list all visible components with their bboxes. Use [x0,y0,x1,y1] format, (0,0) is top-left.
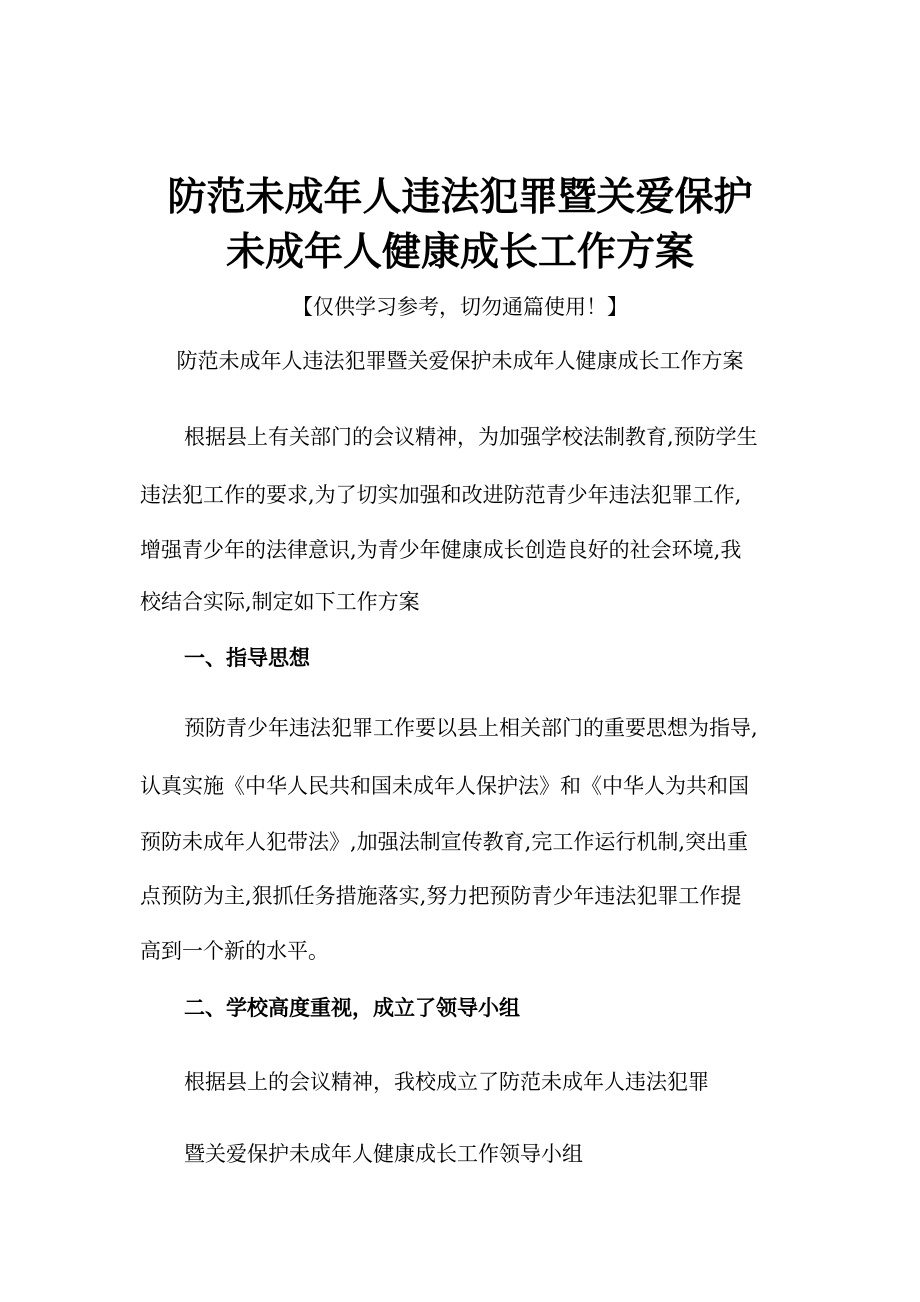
intro-line-3: 增强青少年的法律意识,为青少年健康成长创造良好的社会环境,我 [140,538,742,562]
section-2-line-2: 暨关爱保护未成年人健康成长工作领导小组 [184,1142,583,1166]
usage-notice: 【仅供学习参考，切勿通篇使用！】 [292,295,628,319]
section-2-line-1: 根据县上的会议精神，我校成立了防范未成年人违法犯罪 [184,1070,709,1094]
intro-line-2: 违法犯工作的要求,为了切实加强和改进防范青少年违法犯罪工作, [140,483,742,507]
intro-line-4: 校结合实际,制定如下工作方案 [140,590,420,614]
section-1-line-1: 预防青少年违法犯罪工作要以县上相关部门的重要思想为指导, [184,716,758,740]
section-1-line-5: 高到一个新的水平。 [140,939,329,963]
document-subtitle: 防范未成年人违法犯罪暨关爱保护未成年人健康成长工作方案 [176,349,744,373]
section-2-heading: 二、学校高度重视，成立了领导小组 [184,996,520,1020]
section-1-heading: 一、指导思想 [184,646,310,670]
document-title-line-2: 未成年人健康成长工作方案 [225,230,694,275]
document-title-line-1: 防范未成年人违法犯罪暨关爱保护 [167,175,753,220]
section-1-line-3: 预防未成年人犯带法》,加强法制宣传教育,完工作运行机制,突出重 [140,830,749,854]
section-1-line-4: 点预防为主,狠抓任务措施落实,努力把预防青少年违法犯罪工作提 [140,884,742,908]
intro-line-1: 根据县上有关部门的会议精神，为加强学校法制教育,预防学生 [184,425,758,449]
section-1-line-2: 认真实施《中华人民共和国未成年人保护法》和《中华人为共和国 [140,774,749,798]
